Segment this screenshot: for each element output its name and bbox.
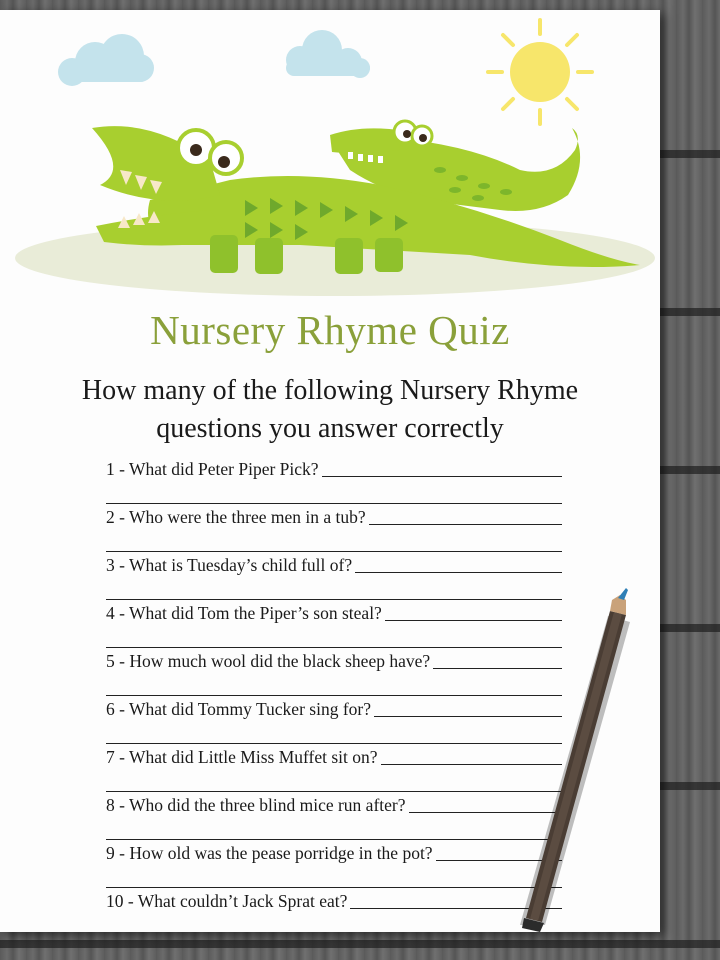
question-item — [106, 794, 562, 842]
answer-line[interactable] — [106, 599, 562, 600]
answer-line[interactable] — [106, 743, 562, 744]
subtitle-line: questions you answer correctly — [156, 413, 504, 444]
answer-blank[interactable] — [350, 908, 562, 909]
question-item — [106, 746, 562, 794]
quiz-sheet — [0, 10, 660, 932]
question-item — [106, 842, 562, 890]
cloud-icon — [58, 34, 154, 86]
question-text: 3 - What is Tuesday’s child full of? — [106, 555, 353, 575]
page-subtitle — [0, 372, 660, 448]
answer-blank[interactable] — [322, 476, 562, 477]
header-illustration — [0, 10, 660, 310]
answer-blank[interactable] — [409, 812, 563, 813]
subtitle-line: How many of the following Nursery Rhyme — [81, 375, 579, 406]
answer-blank[interactable] — [433, 668, 562, 669]
question-text: 10 - What couldn’t Jack Sprat eat? — [106, 891, 348, 911]
question-item — [106, 554, 562, 602]
sun-icon — [488, 20, 592, 124]
answer-line[interactable] — [106, 887, 562, 888]
answer-blank[interactable] — [369, 524, 562, 525]
question-item — [106, 506, 562, 554]
answer-line[interactable] — [106, 791, 562, 792]
cloud-icon — [286, 30, 370, 78]
question-item — [106, 602, 562, 650]
question-text: 1 - What did Peter Piper Pick? — [106, 459, 319, 479]
answer-line[interactable] — [106, 503, 562, 504]
question-text: 8 - Who did the three blind mice run after? — [106, 795, 406, 815]
answer-blank[interactable] — [436, 860, 562, 861]
answer-blank[interactable] — [374, 716, 562, 717]
answer-line[interactable] — [106, 551, 562, 552]
answer-line[interactable] — [106, 695, 562, 696]
question-text: 5 - How much wool did the black sheep have? — [106, 651, 431, 671]
answer-line[interactable] — [106, 839, 562, 840]
question-text: 9 - How old was the pease porridge in the pot? — [106, 843, 433, 863]
question-item — [106, 890, 562, 938]
question-item — [106, 458, 562, 506]
answer-line[interactable] — [106, 647, 562, 648]
question-text: 7 - What did Little Miss Muffet sit on? — [106, 747, 378, 767]
question-item — [106, 650, 562, 698]
question-item — [106, 698, 562, 746]
page-title: Nursery Rhyme Quiz — [150, 307, 510, 353]
answer-blank[interactable] — [381, 764, 562, 765]
question-text: 2 - Who were the three men in a tub? — [106, 507, 366, 527]
answer-blank[interactable] — [355, 572, 562, 573]
answer-blank[interactable] — [385, 620, 562, 621]
question-text: 6 - What did Tommy Tucker sing for? — [106, 699, 371, 719]
question-text: 4 - What did Tom the Piper’s son steal? — [106, 603, 382, 623]
question-list — [106, 458, 562, 938]
